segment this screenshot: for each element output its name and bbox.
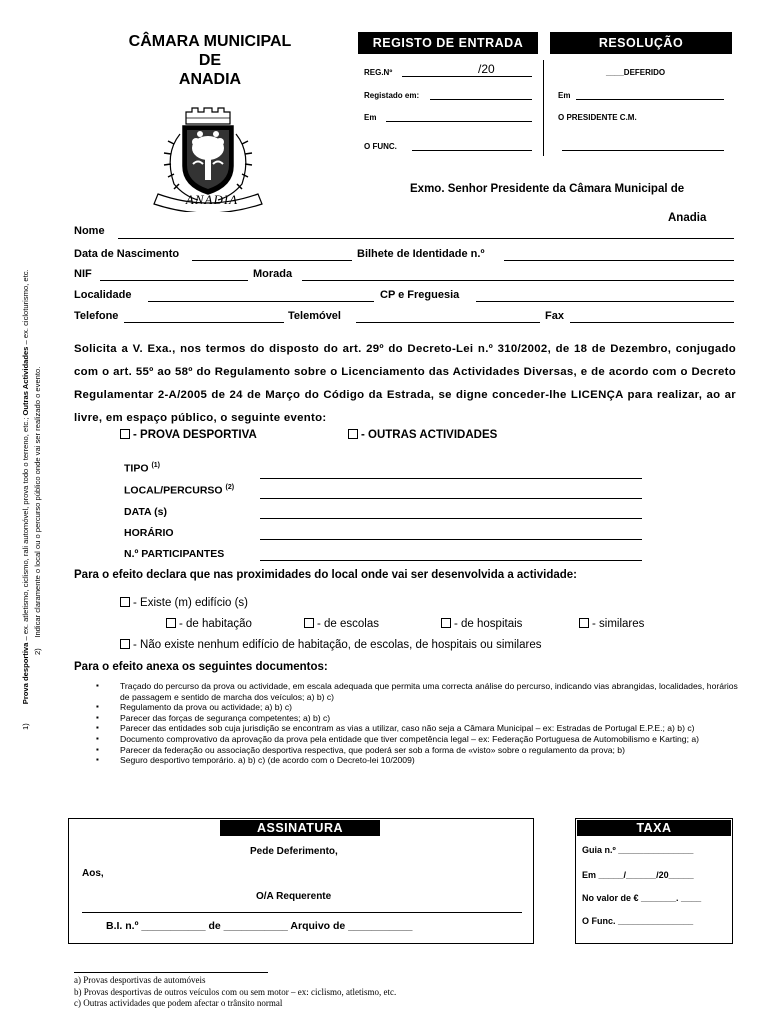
local-field[interactable] [260, 498, 642, 499]
registo-em-field[interactable] [386, 121, 532, 122]
nao-existe-label: - Não existe nenhum edifício de habitação, de escolas, de hospitais ou similares [133, 639, 542, 651]
data-label: DATA (s) [124, 506, 167, 518]
document-item: ▪ Regulamento da prova ou actividade; a) b) c) [96, 702, 738, 713]
nome-field[interactable] [118, 238, 734, 239]
telemovel-label: Telemóvel [288, 310, 341, 322]
taxa-header: TAXA [577, 820, 731, 836]
resolucao-header: RESOLUÇÃO [550, 32, 732, 54]
cp-freguesia-label: CP e Freguesia [380, 289, 460, 301]
requerente-label: O/A Requerente [256, 891, 332, 902]
bilhete-field[interactable] [504, 260, 734, 261]
option-prova-desportiva[interactable] [120, 429, 257, 441]
resolucao-em-label: Em [558, 91, 571, 100]
title-line-1: CÂMARA MUNICIPAL [128, 33, 292, 50]
local-footnote: (2) [225, 484, 235, 491]
data-nascimento-label: Data de Nascimento [74, 248, 180, 260]
registo-header: REGISTO DE ENTRADA [358, 32, 538, 54]
similares-checkbox[interactable] [579, 618, 589, 628]
cp-freguesia-field[interactable] [476, 301, 734, 302]
title-line-3: ANADIA [178, 71, 242, 88]
deferido-label: ____DEFERIDO [606, 68, 666, 77]
footnote-a: a) Provas desportivas de automóveis [74, 975, 206, 985]
habitacao-checkbox[interactable] [166, 618, 176, 628]
fax-label: Fax [545, 310, 564, 322]
nif-field[interactable] [100, 280, 248, 281]
side-note-1-bold2: Outras Actividades [21, 346, 30, 416]
registado-label: Registado em: [364, 91, 420, 100]
nif-label: NIF [74, 268, 92, 280]
side-note-1-bold: Prova desportiva [21, 642, 30, 705]
option-outras-actividades[interactable] [348, 429, 497, 441]
local-label [124, 484, 234, 497]
side-note-2-text: Indicar claramente o local ou o percurso público onde vai ser realizado o evento. [33, 366, 42, 638]
prova-label: - PROVA DESPORTIVA [133, 429, 257, 441]
registado-field[interactable] [430, 99, 532, 100]
func-label: O FUNC. [364, 142, 397, 151]
existe-checkbox[interactable] [120, 597, 130, 607]
outras-checkbox[interactable] [348, 429, 358, 439]
side-note-2 [33, 367, 42, 655]
data-nascimento-field[interactable] [192, 260, 352, 261]
nao-existe-checkbox[interactable] [120, 639, 130, 649]
proximity-heading: Para o efeito declara que nas proximidades do local onde vai ser desenvolvida a actividade: [74, 569, 577, 581]
reg-field[interactable] [402, 76, 532, 77]
morada-field[interactable] [302, 280, 734, 281]
escolas-checkbox[interactable] [304, 618, 314, 628]
option-habitacao[interactable] [166, 618, 252, 630]
document-item: ▪ Traçado do percurso da prova ou actividade, em escala adequada que permita uma correcta análise do percurso, indicando vias abrangidas, localidades, horários de passagem e sentido de marcha dos veículos; a) b) c) [96, 681, 738, 702]
participantes-label: N.º PARTICIPANTES [124, 548, 225, 560]
request-paragraph: Solicita a V. Exa., nos termos do disposto do art. 29º do Decreto-Lei n.º 310/2002, de 18 de Dezembro, conjugado com o art. 55º ao 58º do Regulamento sobre o Licenciamento das Actividades Diversas, e de acordo com o Decreto Regulamentar 2-A/2005 de 24 de Março do Código da Estrada, se digne conceder-lhe LICENÇA para realizar, ao ar livre, em espaço público, o seguinte evento: [74, 343, 736, 424]
document-item: ▪ Parecer da federação ou associação desportiva respectiva, que poderá ser sob a forma de «visto» sobre o regulamento da prova; b) [96, 745, 738, 756]
nome-label: Nome [74, 225, 105, 237]
data-field[interactable] [260, 518, 642, 519]
registo-em-label: Em [364, 113, 377, 122]
hospitais-checkbox[interactable] [441, 618, 451, 628]
option-existe[interactable] [120, 597, 248, 609]
pede-deferimento: Pede Deferimento, [250, 846, 338, 857]
option-escolas[interactable] [304, 618, 379, 630]
assinatura-header: ASSINATURA [220, 820, 380, 836]
footnote-divider [74, 972, 268, 973]
side-note-1 [21, 269, 30, 730]
telemovel-field[interactable] [356, 322, 540, 323]
footnote-c: c) Outras actividades que podem afectar o trânsito normal [74, 998, 283, 1008]
telefone-label: Telefone [74, 310, 119, 322]
participantes-field[interactable] [260, 560, 642, 561]
prova-checkbox[interactable] [120, 429, 130, 439]
morada-label: Morada [253, 268, 293, 280]
header-divider [543, 60, 544, 156]
horario-field[interactable] [260, 539, 642, 540]
document-item: ▪ Documento comprovativo da aprovação da prova pela entidade que tiver competência legal – ex: Federação Portuguesa de Automobilismo e Karting; a) [96, 734, 738, 745]
footnote-b: b) Provas desportivas de outros veículos com ou sem motor – ex: ciclismo, atletismo, etc. [74, 986, 397, 997]
documents-list [96, 681, 738, 766]
taxa-func-field[interactable]: O Func. _______________ [582, 916, 694, 926]
address-line-2: Anadia [668, 212, 707, 224]
documents-heading: Para o efeito anexa os seguintes documentos: [74, 661, 328, 673]
taxa-em-field[interactable]: Em _____/______/20_____ [582, 870, 694, 880]
document-item: ▪ Parecer das entidades sob cuja jurisdição se encontram as vias a utilizar, caso não seja a Câmara Municipal – ex: Estradas de Portugal E.P.E.; a) b) c) [96, 723, 738, 734]
municipality-title [100, 32, 320, 89]
guia-field[interactable]: Guia n.º _______________ [582, 845, 694, 855]
side-note-1-text2: – ex. cicloturismo, etc. [21, 269, 30, 347]
tipo-text: TIPO [124, 462, 149, 475]
fax-field[interactable] [570, 322, 734, 323]
reg-label: REG.Nº [364, 68, 393, 77]
bilhete-label: Bilhete de Identidade n.º [357, 248, 485, 260]
horario-label: HORÁRIO [124, 527, 174, 539]
title-line-2: DE [198, 52, 222, 69]
presidente-signature-field[interactable] [562, 150, 724, 151]
option-hospitais[interactable] [441, 618, 522, 630]
aos-label: Aos, [82, 868, 104, 879]
bi-line: B.I. n.º ___________ de ___________ Arquivo de ___________ [106, 920, 413, 932]
localidade-label: Localidade [74, 289, 132, 301]
side-note-2-number: 2) [33, 648, 42, 655]
hospitais-label: - de hospitais [454, 618, 523, 630]
footnotes [74, 975, 396, 1010]
local-text: LOCAL/PERCURSO [124, 484, 223, 497]
reg-value: /20 [478, 62, 495, 76]
option-similares[interactable] [579, 618, 644, 630]
similares-label: - similares [592, 618, 645, 630]
valor-field[interactable]: No valor de € _______. ____ [582, 893, 702, 903]
resolucao-em-field[interactable] [576, 99, 724, 100]
localidade-field[interactable] [148, 301, 374, 302]
crest-banner-text: ANADIA [185, 192, 239, 207]
tipo-label [124, 462, 160, 475]
requerente-signature-field[interactable] [82, 912, 522, 913]
existe-label: - Existe (m) edifício (s) [133, 597, 249, 609]
escolas-label: - de escolas [317, 618, 380, 630]
telefone-field[interactable] [124, 322, 284, 323]
outras-label: - OUTRAS ACTIVIDADES [361, 429, 498, 441]
document-item: ▪ Seguro desportivo temporário. a) b) c) (de acordo com o Decreto-lei 10/2009) [96, 755, 738, 766]
habitacao-label: - de habitação [179, 618, 252, 630]
tipo-footnote: (1) [151, 462, 160, 469]
side-note-1-text: – ex. atletismo, ciclismo, rali automóvel, prova todo o terreno, etc.; [21, 415, 30, 643]
option-nao-existe[interactable] [120, 639, 541, 651]
tipo-field[interactable] [260, 478, 642, 479]
side-note-1-number: 1) [21, 723, 30, 730]
func-field[interactable] [412, 150, 532, 151]
address-line-1: Exmo. Senhor Presidente da Câmara Municipal de [410, 183, 685, 195]
document-item: ▪ Parecer das forças de segurança competentes; a) b) c) [96, 713, 738, 724]
presidente-label: O PRESIDENTE C.M. [558, 113, 637, 122]
